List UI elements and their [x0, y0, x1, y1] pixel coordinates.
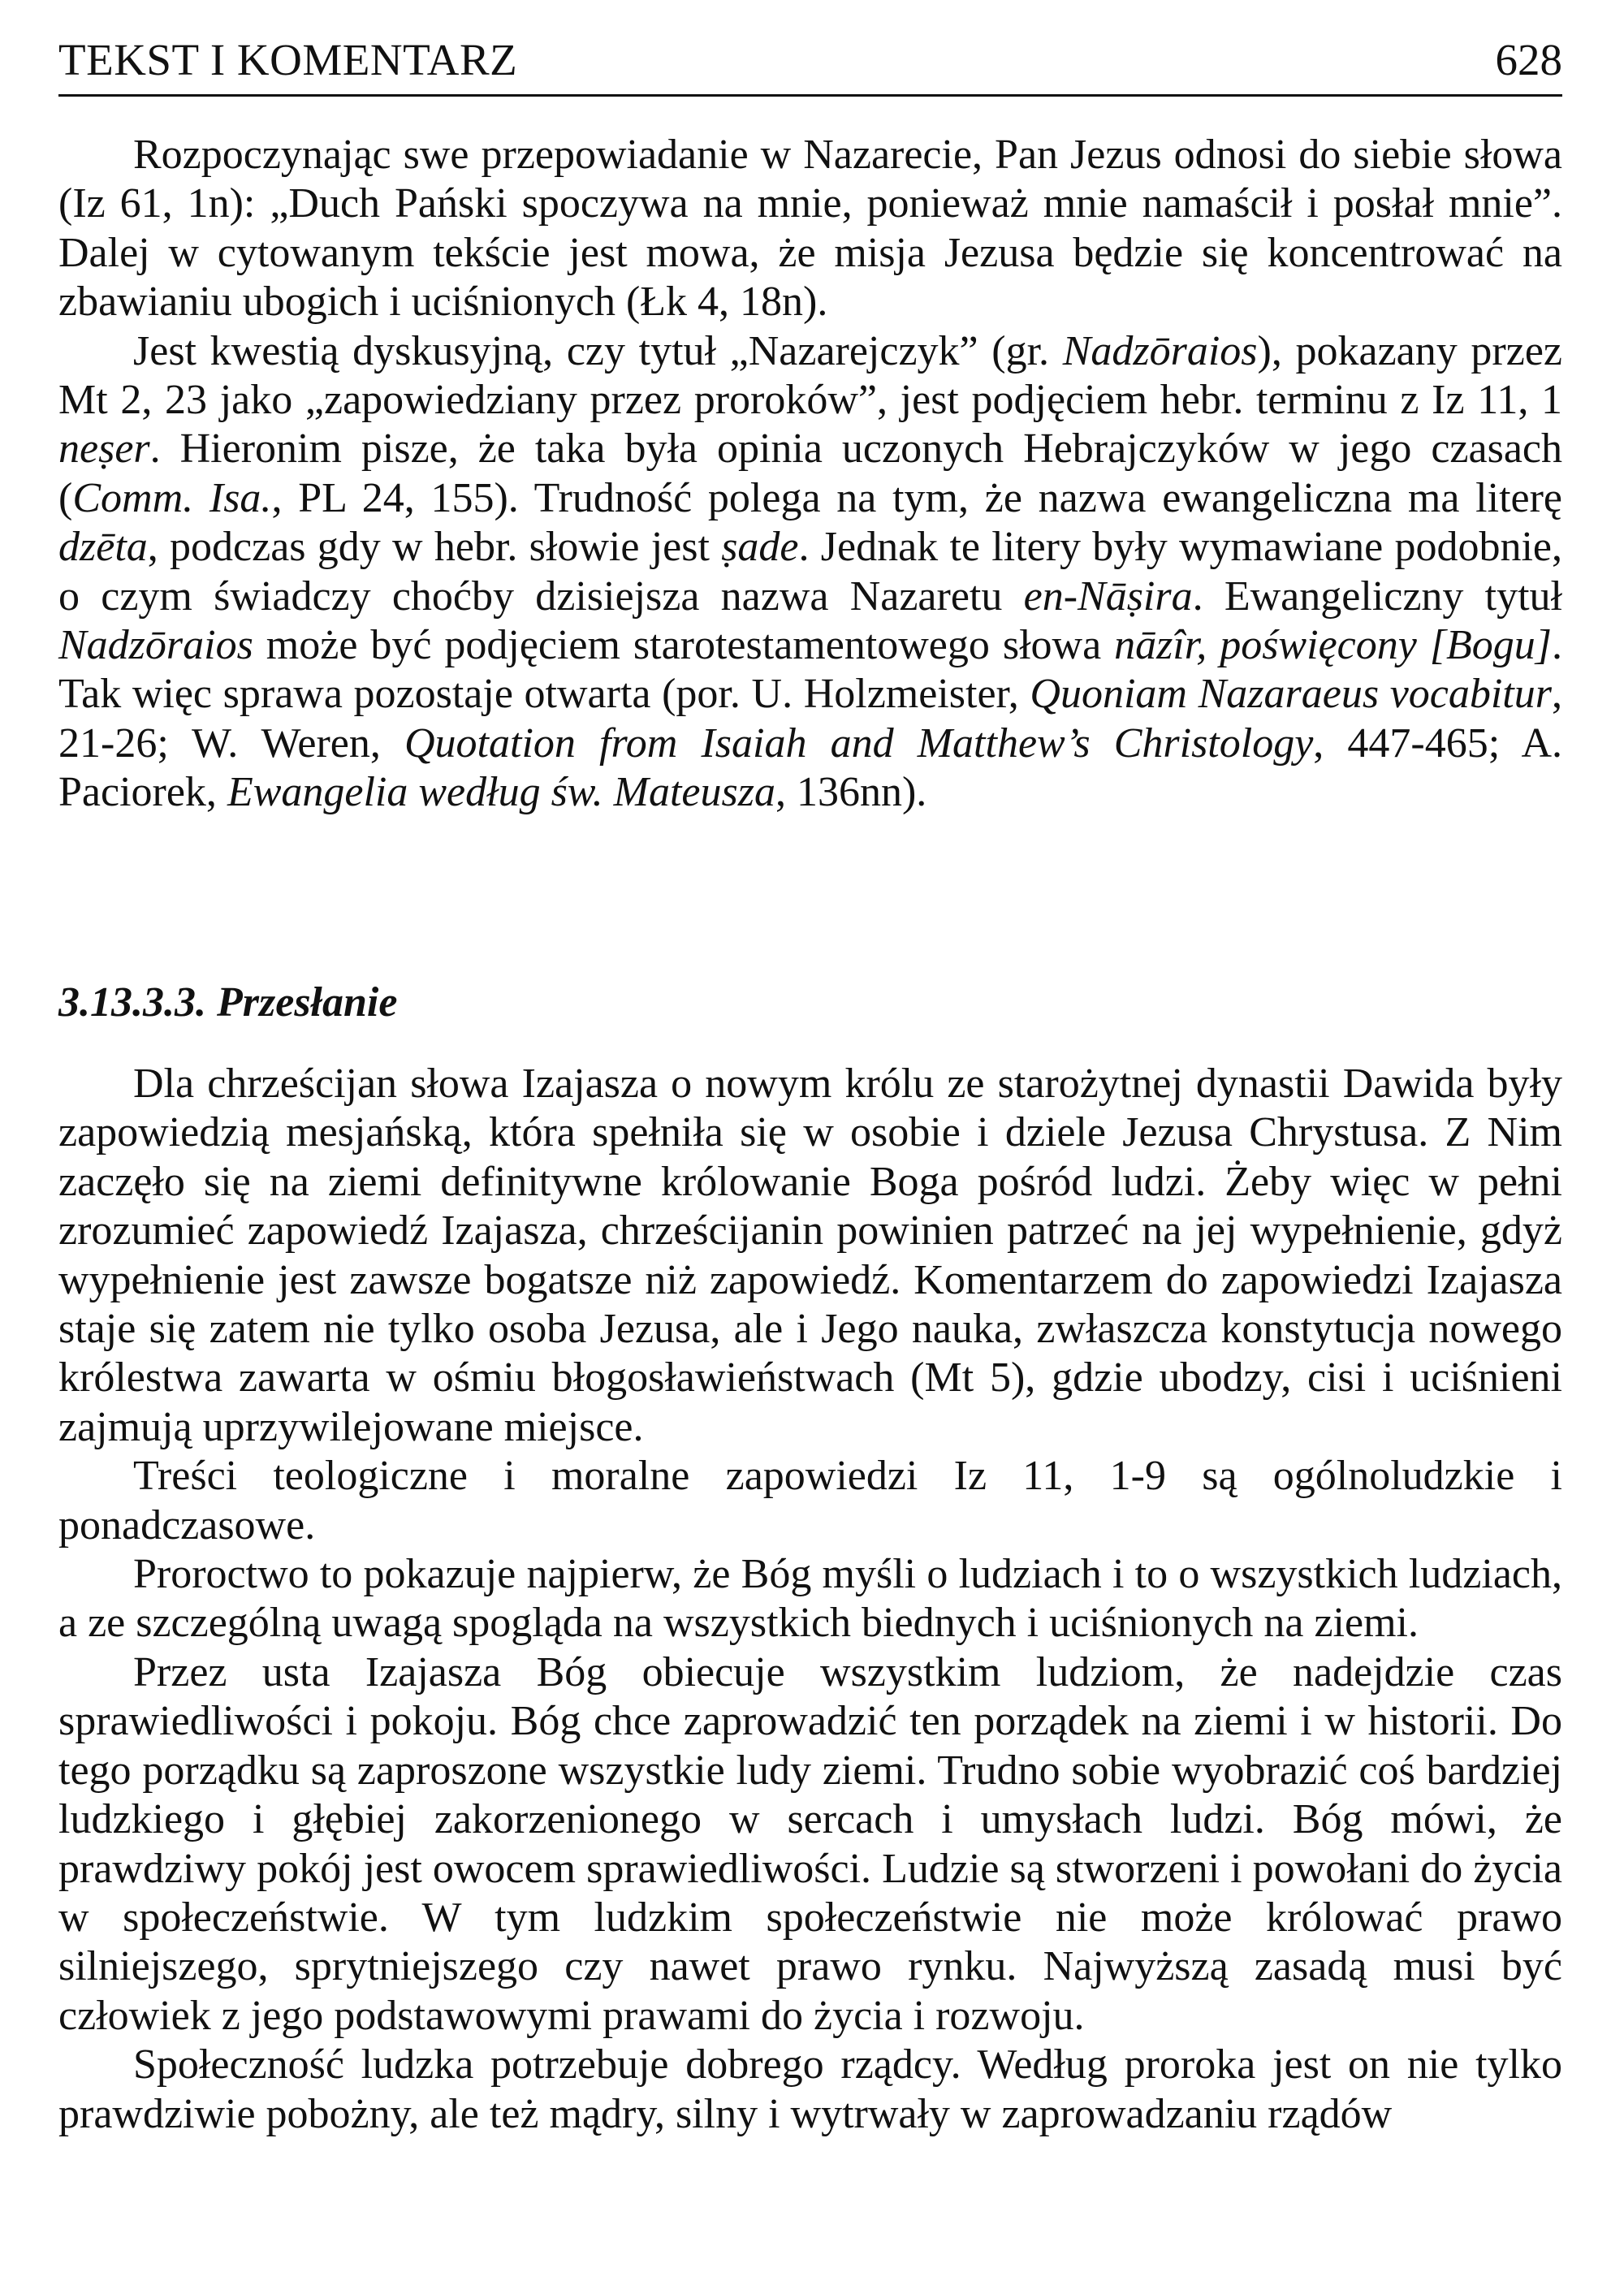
text-run: , 447-465; A. Paciorek, — [58, 719, 1562, 816]
running-header — [58, 29, 1562, 97]
commentary-block — [58, 131, 1562, 818]
italic-term: Nadzōraios — [58, 622, 253, 669]
italic-term: nāzîr, poświęcony [Bogu] — [1114, 622, 1552, 669]
text-run: , 21-26; W. Weren, — [58, 671, 1562, 767]
section-heading: 3.13.3.3. Przesłanie — [58, 979, 398, 1026]
italic-term: neṣer — [58, 425, 150, 473]
text-run: . Hieronim pisze, że taka była opinia uczonych Hebrajczyków w jego czasach ( — [58, 425, 1562, 521]
italic-term: ṣade — [721, 524, 799, 571]
text-run: . Jednak te litery były wymawiane podobnie, o czym świadczy choćby dzisiejsza nazwa Nazaretu — [58, 524, 1563, 620]
text-run: , podczas gdy w hebr. słowie jest — [147, 524, 722, 571]
book-page — [58, 0, 1562, 2285]
text-run: ), pokazany przez Mt 2, 23 jako „zapowiedziany przez proroków”, jest podjęciem hebr. terminu z Iz 11, 1 — [58, 327, 1562, 424]
text-run: . Ewangeliczny tytuł — [1192, 572, 1562, 620]
italic-title: Quotation from Isaiah and Matthew’s Christology — [404, 719, 1314, 767]
italic-term: en-Nāṣira — [1023, 572, 1193, 620]
italic-term: Comm. Isa. — [72, 474, 272, 521]
page-number: 628 — [1495, 35, 1562, 84]
italic-term: dzēta — [58, 524, 148, 571]
message-block — [58, 1060, 1562, 2139]
paragraph-theological-content: Treści teologiczne i moralne zapowiedzi Iz 11, 1-9 są ogólnoludzkie i ponadczasowe. — [58, 1453, 1562, 1549]
italic-title: Quoniam Nazaraeus vocabitur — [1030, 671, 1552, 718]
text-run: może być podjęciem starotestamentowego słowa — [253, 622, 1115, 669]
paragraph-prophecy: Proroctwo to pokazuje najpierw, że Bóg myśli o ludziach i to o wszystkich ludziach, a ze szczególną uwagą spogląda na wszystkich biednych i uciśnionych na ziemi. — [58, 1551, 1562, 1647]
text-run: , PL 24, 155). Trudność polega na tym, że nazwa ewangeliczna ma literę — [271, 474, 1563, 521]
paragraph-nazareth: Rozpoczynając swe przepowiadanie w Nazarecie, Pan Jezus odnosi do siebie słowa (Iz 61, 1n): „Duch Pański spoczywa na mnie, ponieważ mnie namaścił i posłał mnie”. Dalej w cytowanym tekście jest mowa, że misja Jezusa będzie się koncentrować na zbawianiu ubogich i uciśnionych (Łk 4, 18n). — [58, 132, 1562, 326]
text-run: , 136nn). — [775, 769, 927, 816]
paragraph-justice-peace: Przez usta Izajasza Bóg obiecuje wszystkim ludziom, że nadejdzie czas sprawiedliwości i pokoju. Bóg chce zaprowadzić ten porządek na ziemi i w historii. Do tego porządku są zaproszone wszystkie ludy ziemi. Trudno sobie wyobrazić coś bardziej ludzkiego i głębiej zakorzenionego w sercach i umysłach ludzi. Bóg mówi, że prawdziwy pokój jest owocem sprawiedliwości. Ludzie są stworzeni i powołani do życia w społeczeństwie. W tym ludzkim społeczeństwie nie może królować prawo silniejszego, sprytniejszego czy nawet prawo rynku. Najwyższą zasadą musi być człowiek z jego podstawowymi prawami do życia i rozwoju. — [58, 1648, 1562, 2039]
paragraph-christian-reading: Dla chrześcijan słowa Izajasza o nowym królu ze starożytnej dynastii Dawida były zapowiedzią mesjańską, która spełniła się w osobie i dziele Jezusa Chrystusa. Z Nim zaczęło się na ziemi definitywne królowanie Boga pośród ludzi. Żeby więc w pełni zrozumieć zapowiedź Izajasza, chrześcijanin powinien patrzeć na jej wypełnienie, gdyż wypełnienie jest zawsze bogatsze niż zapowiedź. Komentarzem do zapowiedzi Izajasza staje się zatem nie tylko osoba Jezusa, ale i Jego nauka, zwłaszcza konstytucja nowego królestwa zawarta w ośmiu błogosławieństwach (Mt 5), gdzie ubodzy, cisi i uciśnieni zajmują uprzywilejowane miejsce. — [58, 1060, 1562, 1450]
italic-title: Ewangelia według św. Mateusza — [227, 769, 775, 816]
paragraph-nazarene-title — [58, 327, 1562, 818]
running-title: TEKST I KOMENTARZ — [58, 35, 518, 84]
text-run: Jest kwestią dyskusyjną, czy tytuł „Nazarejczyk” (gr. — [133, 327, 1063, 374]
italic-term: Nadzōraios — [1062, 327, 1258, 374]
text-run: . Tak więc sprawa pozostaje otwarta (por. U. Holzmeister, — [58, 622, 1562, 718]
paragraph-good-ruler: Społeczność ludzka potrzebuje dobrego rządcy. Według proroka jest on nie tylko prawdziwie pobożny, ale też mądry, silny i wytrwały w zaprowadzaniu rządów — [58, 2041, 1562, 2137]
